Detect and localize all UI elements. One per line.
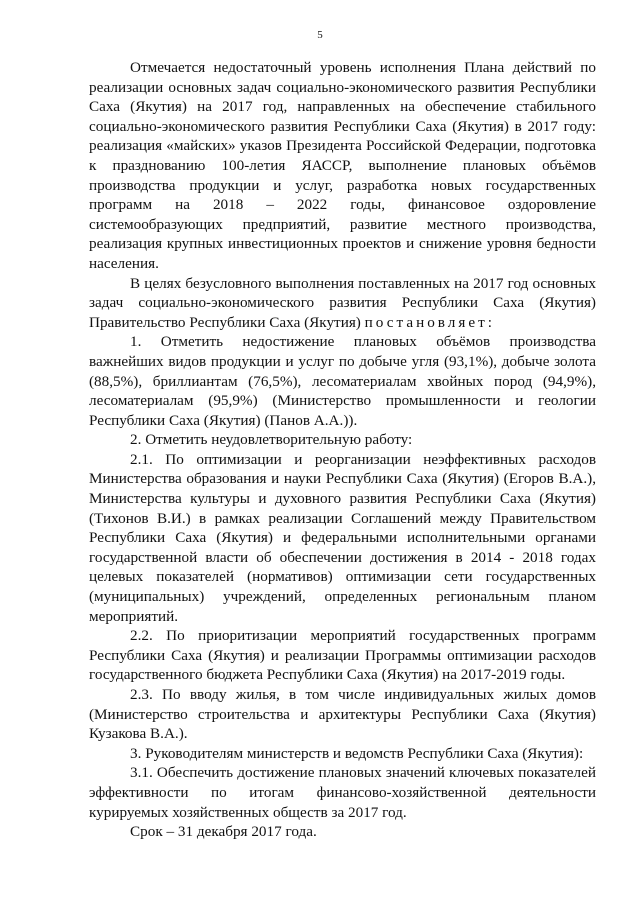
paragraph-item-2-1: 2.1. По оптимизации и реорганизации неэффективных расходов Министерства образования и науки Республики Саха (Якутия) (Егоров В.А.), Министерства культуры и духовного развития Республики Саха (Якутия) (Тихонов В.И.) в рамках реализации Соглашений между Правительством Республики Саха (Якутия) и федеральными исполнительными органами государственной власти об обеспечении достижения в 2014 - 2018 годах целевых показателей (нормативов) оптимизации сети государственных (муниципальных) учреждений, определенных региональным планом мероприятий.	[89, 450, 596, 625]
paragraph-item-3: 3. Руководителям министерств и ведомств Республики Саха (Якутия):	[130, 744, 584, 762]
page-number: 5	[317, 29, 323, 41]
paragraph-item-1: 1. Отметить недостижение плановых объёмов производства важнейших видов продукции и услуг по добыче угля (93,1%), добыче золота (88,5%), бриллиантам (76,5%), лесоматериалам хвойных пород (94,9%), лесоматериалам (95,9%) (Министерство промышленности и геологии Республики Саха (Якутия) (Панов А.А.)).	[89, 333, 596, 429]
resolution-colon: :	[487, 313, 492, 331]
resolution-verb: постановляет	[364, 313, 488, 331]
resolution-intro-text: В целях безусловного выполнения поставленных на 2017 год основных задач социально-экономического развития Республики Саха (Якутия) Правительство Республики Саха (Якутия)	[89, 274, 596, 331]
paragraph-item-2: 2. Отметить неудовлетворительную работу:	[130, 431, 413, 449]
paragraph-deadline: Срок – 31 декабря 2017 года.	[130, 823, 317, 841]
paragraph-item-2-2: 2.2. По приоритизации мероприятий государственных программ Республики Саха (Якутия) и реализации Программы оптимизации расходов государственного бюджета Республики Саха (Якутия) на 2017-2019 годы.	[89, 627, 596, 684]
paragraph-resolution-intro	[89, 274, 596, 333]
paragraph-item-3-1: 3.1. Обеспечить достижение плановых значений ключевых показателей эффективности по итогам финансово-хозяйственной деятельности курируемых хозяйственных обществ за 2017 год.	[89, 764, 596, 821]
paragraph-finding: Отмечается недостаточный уровень исполнения Плана действий по реализации основных задач социально-экономического развития Республики Саха (Якутия) на 2017 год, направленных на обеспечение стабильного социально-экономического развития Республики Саха (Якутия) в 2017 году: реализация «майских» указов Президента Российской Федерации, подготовка к празднованию 100-летия ЯАССР, выполнение плановых объёмов производства продукции и услуг, разработка новых государственных программ на 2018 – 2022 годы, финансовое оздоровление системообразующих предприятий, развитие местного производства, реализация крупных инвестиционных проектов и снижение уровня бедности населения.	[89, 59, 596, 272]
document-body	[89, 58, 596, 842]
paragraph-item-2-3: 2.3. По вводу жилья, в том числе индивидуальных жилых домов (Министерство строительства и архитектуры Республики Саха (Якутия) Кузакова В.А.).	[89, 686, 596, 743]
